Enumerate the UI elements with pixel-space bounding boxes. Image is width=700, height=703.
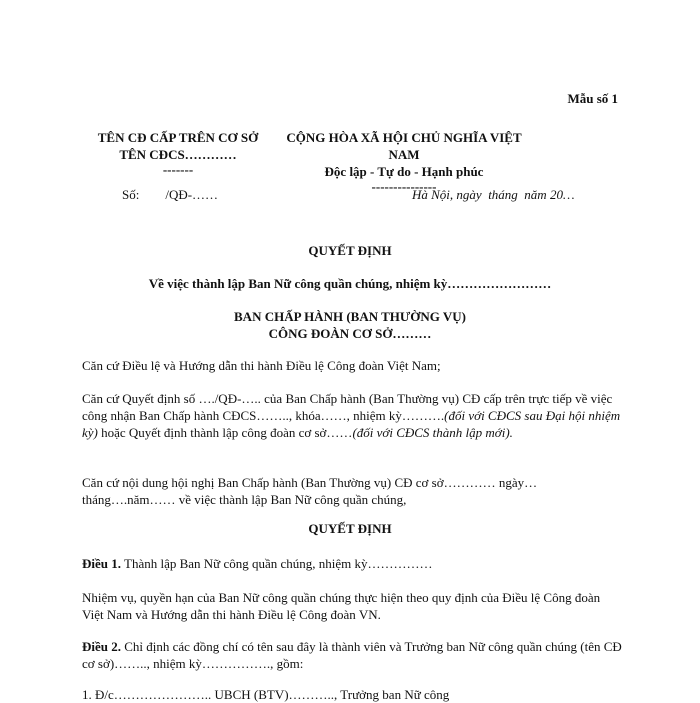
parent-union-name: TÊN CĐ CẤP TRÊN CƠ SỞ bbox=[97, 130, 259, 145]
header-divider-right: --------------- bbox=[371, 179, 437, 194]
issuing-body bbox=[0, 308, 700, 342]
article-2-text: Chỉ định các đồng chí có tên sau đây là thành viên và Trưởng ban Nữ công quần chúng (tên CĐ cơ sở)…….., nhiệm kỳ……………., gồm: bbox=[82, 639, 622, 671]
article-1-label: Điều 1. bbox=[82, 556, 121, 571]
legal-basis-2-note: (đối với CĐCS sau Đại hội nhiệm kỳ) bbox=[82, 408, 621, 440]
legal-basis-3: Căn cứ nội dung hội nghị Ban Chấp hành (Ban Thường vụ) CĐ cơ sở………… ngày… tháng….năm…… về việc thành lập Ban Nữ công quần chúng, bbox=[82, 475, 538, 507]
article-2-label: Điều 2. bbox=[82, 639, 121, 654]
national-title: CỘNG HÒA XÃ HỘI CHỦ NGHĨA VIỆT NAM bbox=[286, 130, 522, 162]
document-subject: Về việc thành lập Ban Nữ công quần chúng, nhiệm kỳ…………………… bbox=[148, 276, 552, 291]
issuer-line-2: CÔNG ĐOÀN CƠ SỞ……… bbox=[268, 326, 432, 341]
header-divider-left: ------- bbox=[162, 162, 194, 177]
document-title: QUYẾT ĐỊNH bbox=[308, 243, 392, 258]
place-date: Hà Nội, ngày tháng năm 20… bbox=[412, 187, 575, 202]
legal-basis-1: Căn cứ Điều lệ và Hướng dẫn thi hành Điều lệ Công đoàn Việt Nam; bbox=[82, 358, 441, 373]
legal-basis-2 bbox=[82, 390, 622, 441]
grassroots-union-name: TÊN CĐCS………… bbox=[119, 147, 237, 162]
article-1-text: Thành lập Ban Nữ công quần chúng, nhiệm kỳ…………… bbox=[121, 556, 433, 571]
article-1 bbox=[82, 555, 622, 572]
organization-header bbox=[78, 129, 278, 177]
legal-basis-2-text: Căn cứ Quyết định số …./QĐ-….. của Ban Chấp hành (Ban Thường vụ) CĐ cấp trên trực tiếp về việc công nhận Ban Chấp hành CĐCS…….., khóa……, nhiệm kỳ………. bbox=[82, 391, 613, 423]
article-2 bbox=[82, 638, 622, 672]
issuer-line-1: BAN CHẤP HÀNH (BAN THƯỜNG VỤ) bbox=[234, 309, 466, 324]
national-motto: Độc lập - Tự do - Hạnh phúc bbox=[324, 164, 484, 179]
legal-basis-2-note-2: (đối với CĐCS thành lập mới). bbox=[352, 425, 513, 440]
member-list-item: 1. Đ/c………………….. UBCH (BTV)……….., Trưởng ban Nữ công bbox=[82, 687, 450, 702]
duties-paragraph: Nhiệm vụ, quyền hạn của Ban Nữ công quần chúng thực hiện theo quy định của Điều lệ Công đoàn Việt Nam và Hướng dẫn thi hành Điều lệ Công đoàn VN. bbox=[82, 590, 601, 622]
national-header bbox=[270, 129, 538, 194]
document-number: Số: /QĐ-…… bbox=[122, 187, 219, 202]
form-number: Mẫu số 1 bbox=[567, 91, 618, 106]
decision-heading: QUYẾT ĐỊNH bbox=[308, 521, 392, 536]
legal-basis-2-text-cont: hoặc Quyết định thành lập công đoàn cơ sở…… bbox=[97, 425, 353, 440]
